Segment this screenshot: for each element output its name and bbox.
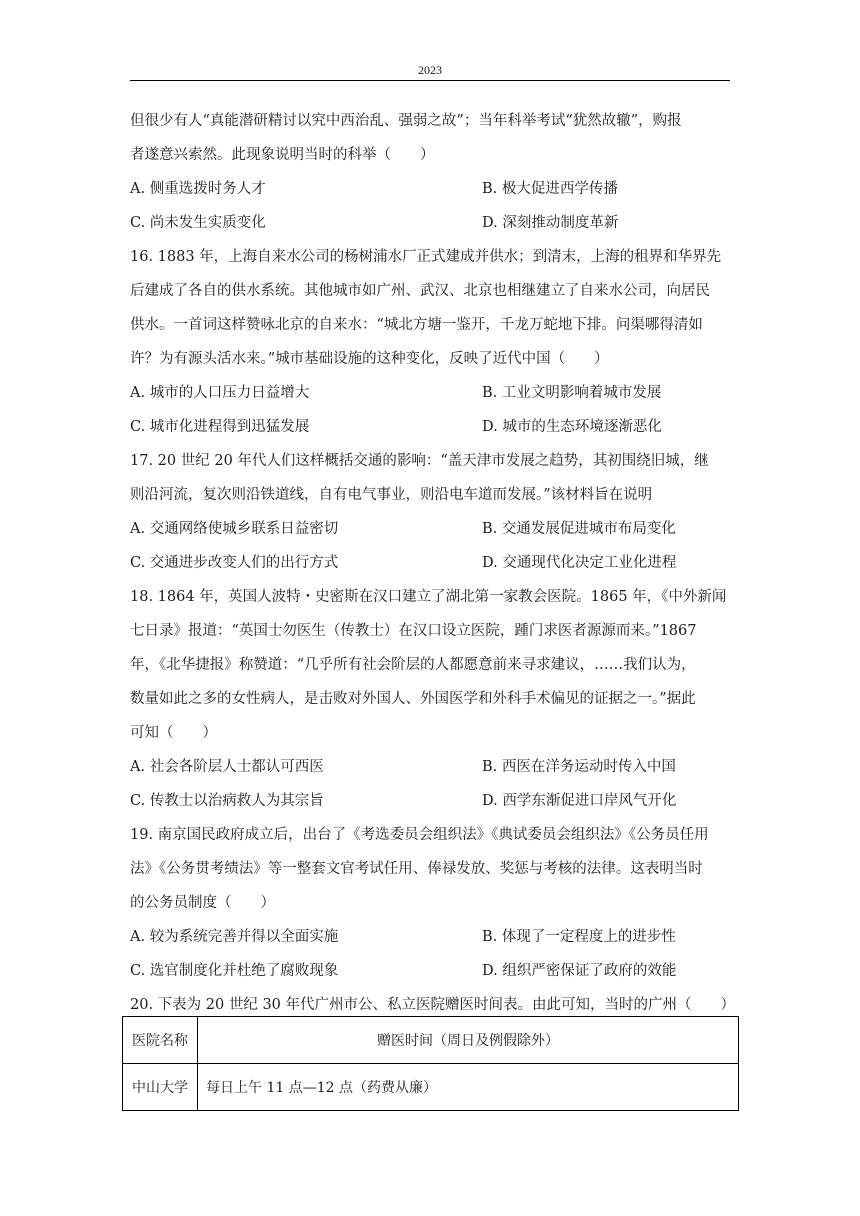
question-text-line: 许？为有源头活水来。”城市基础设施的这种变化，反映了近代中国（ ） <box>130 351 609 367</box>
option-a[interactable]: A. 城市的人口压力日益增大 <box>130 385 310 401</box>
question-text-line: 的公务员制度（ ） <box>130 895 275 911</box>
option-b[interactable]: B. 西医在洋务运动时传入中国 <box>482 759 676 775</box>
option-d[interactable]: D. 组织严密保证了政府的效能 <box>482 963 677 979</box>
table-cell: 中山大学 <box>123 1064 198 1111</box>
option-row <box>130 954 730 988</box>
question-19-text: 19. 南京国民政府成立后，出台了《考选委员会组织法》《典试委员会组织法》《公务员任用 <box>130 827 709 843</box>
question-16-text: 16. 1883 年，上海自来水公司的杨树浦水厂正式建成并供水；到清末，上海的租界和华界先 <box>130 249 722 265</box>
option-row <box>130 410 730 444</box>
question-text-line: 可知（ ） <box>130 725 217 741</box>
option-b[interactable]: B. 工业文明影响着城市发展 <box>482 385 662 401</box>
option-a[interactable]: A. 侧重选拨时务人才 <box>130 181 266 197</box>
question-content <box>130 104 736 1022</box>
option-c[interactable]: C. 传教士以治病救人为其宗旨 <box>130 793 324 809</box>
option-row <box>130 376 730 410</box>
table-header-cell: 医院名称 <box>123 1017 198 1064</box>
option-row <box>130 920 730 954</box>
question-text-line: 数量如此之多的女性病人，是击败对外国人、外国医学和外科手术偏见的证据之一。”据此 <box>130 691 696 707</box>
option-a[interactable]: A. 交通网络使城乡联系日益密切 <box>130 521 339 537</box>
option-d[interactable]: D. 城市的生态环境逐渐恶化 <box>482 419 662 435</box>
option-d[interactable]: D. 深刻推动制度革新 <box>482 215 619 231</box>
option-a[interactable]: A. 社会各阶层人士都认可西医 <box>130 759 324 775</box>
option-row <box>130 784 730 818</box>
question-text-line: 者遂意兴索然。此现象说明当时的科举（ ） <box>130 147 435 163</box>
question-text-line: 七日录》报道：“英国士勿医生（传教士）在汉口设立医院，踵门求医者源源而来。”1867 <box>130 623 697 639</box>
table-header-row <box>123 1017 739 1064</box>
question-text-line: 法》《公务贯考绩法》等一整套文官考试任用、俸禄发放、奖惩与考核的法律。这表明当时 <box>130 861 703 877</box>
question-17-text: 17. 20 世纪 20 年代人们这样概括交通的影响：“盖天津市发展之趋势，其初围绕旧城，继 <box>130 453 709 469</box>
option-c[interactable]: C. 选官制度化并杜绝了腐败现象 <box>130 963 339 979</box>
option-c[interactable]: C. 尚未发生实质变化 <box>130 215 266 231</box>
question-20-text: 20. 下表为 20 世纪 30 年代广州市公、私立医院赠医时间表。由此可知，当时的广州（ ） <box>130 997 736 1013</box>
question-text-line: 后建成了各自的供水系统。其他城市如广州、武汉、北京也相继建立了自来水公司，向居民 <box>130 283 710 299</box>
hospital-schedule-table <box>122 1016 739 1111</box>
table-row <box>123 1064 739 1111</box>
option-row <box>130 750 730 784</box>
option-c[interactable]: C. 交通进步改变人们的出行方式 <box>130 555 339 571</box>
option-d[interactable]: D. 西学东渐促进口岸风气开化 <box>482 793 677 809</box>
table-cell: 每日上午 11 点—12 点（药费从廉） <box>198 1064 739 1111</box>
question-text-line: 则沿河流，复次则沿铁道线，自有电气事业，则沿电车道而发展。”该材料旨在说明 <box>130 487 653 503</box>
header-divider <box>130 80 730 81</box>
option-c[interactable]: C. 城市化进程得到迅猛发展 <box>130 419 310 435</box>
option-row <box>130 512 730 546</box>
option-row <box>130 172 730 206</box>
question-text-line: 年，《北华捷报》称赞道：“几乎所有社会阶层的人都愿意前来寻求建议，……我们认为， <box>130 657 696 673</box>
question-18-text: 18. 1864 年，英国人波特・史密斯在汉口建立了湖北第一家教会医院。1865 年，《中外新闻 <box>130 589 727 605</box>
option-b[interactable]: B. 交通发展促进城市布局变化 <box>482 521 676 537</box>
header-year: 2023 <box>418 63 442 77</box>
option-row <box>130 546 730 580</box>
option-a[interactable]: A. 较为系统完善并得以全面实施 <box>130 929 339 945</box>
question-text-line: 但很少有人“真能潜研精讨以究中西治乱、强弱之故”；当年科举考试“犹然故辙”，购报 <box>130 113 682 129</box>
option-row <box>130 206 730 240</box>
option-d[interactable]: D. 交通现代化决定工业化进程 <box>482 555 677 571</box>
option-b[interactable]: B. 极大促进西学传播 <box>482 181 618 197</box>
question-text-line: 供水。一首词这样赞咏北京的自来水：“城北方塘一鉴开，千龙万蛇地下排。问渠哪得清如 <box>130 317 703 333</box>
option-b[interactable]: B. 体现了一定程度上的进步性 <box>482 929 676 945</box>
table-header-cell: 赠医时间（周日及例假除外） <box>198 1017 739 1064</box>
